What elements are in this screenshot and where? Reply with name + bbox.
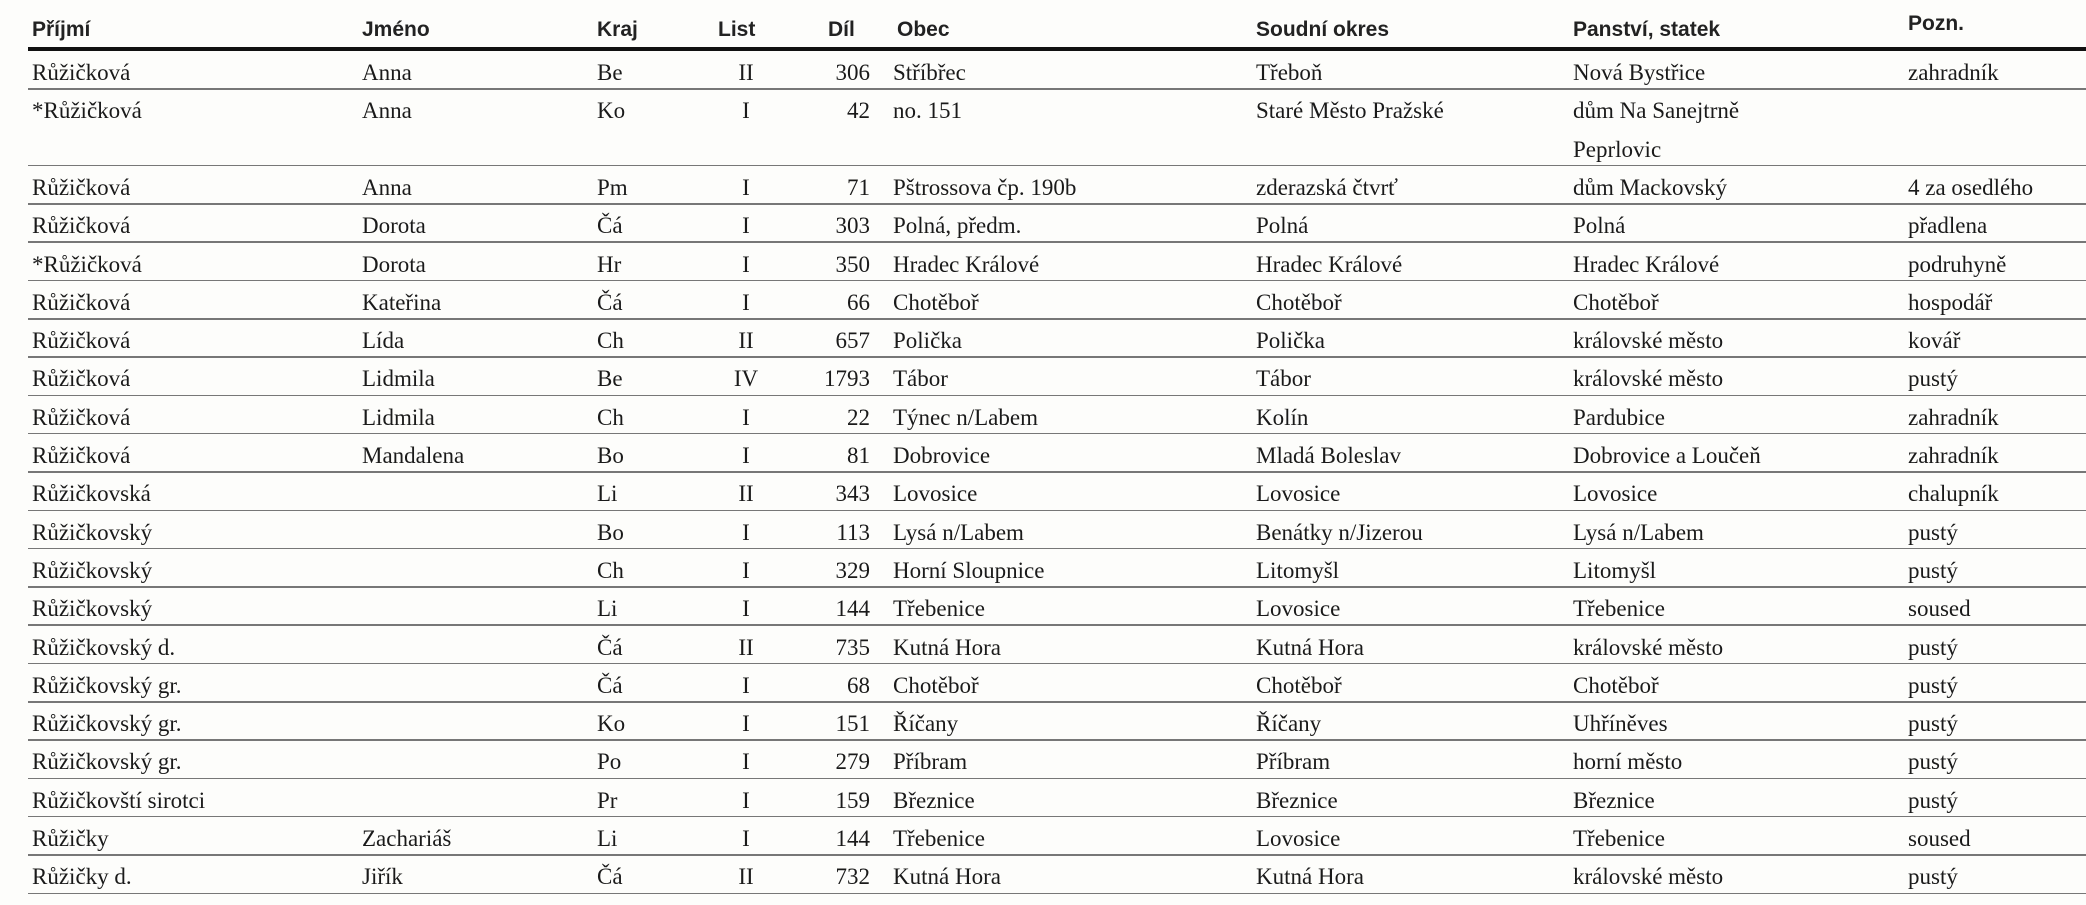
- header-kraj: Kraj: [597, 18, 638, 41]
- cell-list: I: [742, 174, 750, 200]
- cell-list: I: [742, 289, 750, 315]
- table-row: [0, 205, 2086, 243]
- cell-kraj: Li: [597, 596, 618, 622]
- cell-okres: Hradec Králové: [1256, 251, 1403, 277]
- cell-panstvi: Chotěboř: [1573, 289, 1659, 315]
- cell-pozn: podruhyně: [1908, 251, 2007, 277]
- cell-okres: Kutná Hora: [1256, 634, 1364, 660]
- cell-surname: Růžičková: [32, 60, 131, 85]
- cell-kraj: Pm: [597, 174, 628, 200]
- header-panstvi: Panství, statek: [1573, 18, 1721, 41]
- cell-name: Lidmila: [362, 404, 435, 430]
- cell-panstvi: Polná: [1573, 213, 1626, 239]
- cell-panstvi: horní město: [1573, 749, 1683, 775]
- cell-panstvi: dům Na Sanejtrně: [1573, 98, 1740, 124]
- cell-surname: Růžičková: [32, 366, 131, 392]
- cell-kraj: Bo: [597, 443, 624, 468]
- cell-list: I: [742, 213, 750, 239]
- cell-okres: Říčany: [1256, 711, 1322, 737]
- cell-kraj: Čá: [597, 213, 623, 239]
- cell-okres: Lovosice: [1256, 481, 1341, 507]
- cell-okres: Kolín: [1256, 404, 1309, 430]
- cell-name: Lída: [362, 328, 405, 354]
- cell-obec: Tábor: [893, 366, 948, 392]
- cell-okres: Polička: [1256, 328, 1325, 354]
- cell-name: Anna: [362, 174, 412, 200]
- cell-dil: 732: [835, 864, 870, 890]
- header-rule: [28, 47, 2086, 51]
- cell-list: I: [742, 404, 750, 430]
- cell-kraj: Be: [597, 60, 623, 85]
- cell-dil: 343: [835, 481, 870, 507]
- cell-panstvi: Lovosice: [1573, 481, 1658, 507]
- table-row: [0, 741, 2086, 779]
- cell-surname: *Růžičková: [32, 98, 142, 124]
- cell-pozn: chalupník: [1908, 481, 1999, 507]
- table-row: [0, 818, 2086, 856]
- table-row: [0, 52, 2086, 90]
- cell-kraj: Čá: [597, 634, 623, 660]
- cell-name: Dorota: [362, 251, 426, 277]
- cell-pozn: soused: [1908, 826, 1971, 851]
- cell-kraj: Ko: [597, 711, 626, 737]
- cell-list: I: [742, 787, 750, 813]
- cell-surname: Růžičkovský: [32, 519, 153, 545]
- cell-list: IV: [733, 366, 759, 392]
- cell-pozn: pustý: [1908, 519, 1958, 545]
- cell-pozn: hospodář: [1908, 289, 1993, 315]
- cell-name: Anna: [362, 98, 412, 124]
- cell-surname: Růžičková: [32, 174, 131, 200]
- cell-kraj: Ko: [597, 98, 626, 124]
- cell-okres: Staré Město Pražské: [1256, 98, 1444, 124]
- cell-dil: 279: [835, 749, 870, 775]
- cell-panstvi: Nová Bystřice: [1573, 60, 1706, 85]
- cell-dil: 144: [835, 596, 870, 622]
- cell-obec: Lysá n/Labem: [893, 519, 1024, 545]
- cell-pozn: pustý: [1908, 672, 1958, 698]
- cell-obec: Pštrossova čp. 190b: [893, 174, 1077, 200]
- cell-panstvi: Lysá n/Labem: [1573, 519, 1704, 545]
- cell-pozn: pustý: [1908, 787, 1958, 813]
- cell-panstvi: Březnice: [1573, 787, 1655, 813]
- cell-kraj: Čá: [597, 672, 623, 698]
- cell-kraj: Hr: [597, 251, 622, 277]
- cell-obec: Březnice: [893, 787, 975, 813]
- cell-okres: Kutná Hora: [1256, 864, 1364, 890]
- cell-list: II: [738, 328, 754, 354]
- cell-kraj: Bo: [597, 519, 624, 545]
- table-row: [0, 435, 2086, 473]
- cell-kraj: Li: [597, 826, 618, 851]
- cell-dil: 71: [847, 174, 870, 200]
- table-row: [0, 90, 2086, 128]
- table-row: [0, 167, 2086, 205]
- cell-list: I: [742, 826, 750, 851]
- cell-surname: Růžičkovský: [32, 557, 153, 583]
- cell-obec: Stříbřec: [893, 60, 966, 85]
- cell-name: Mandalena: [362, 443, 465, 468]
- cell-pozn: pustý: [1908, 366, 1958, 392]
- cell-obec: Týnec n/Labem: [893, 404, 1038, 430]
- table-row: [0, 550, 2086, 588]
- cell-pozn: pustý: [1908, 711, 1958, 737]
- cell-kraj: Be: [597, 366, 623, 392]
- cell-panstvi: Pardubice: [1573, 404, 1665, 430]
- cell-surname: Růžičková: [32, 328, 131, 354]
- cell-list: I: [742, 557, 750, 583]
- cell-panstvi: Třebenice: [1573, 826, 1665, 851]
- table-row: [0, 397, 2086, 435]
- cell-kraj: Čá: [597, 289, 623, 315]
- cell-dil: 81: [847, 443, 870, 468]
- cell-dil: 66: [847, 289, 870, 315]
- cell-surname: Růžičková: [32, 289, 131, 315]
- cell-obec: Polná, předm.: [893, 213, 1022, 239]
- cell-okres: Příbram: [1256, 749, 1331, 775]
- cell-dil: 151: [835, 711, 870, 737]
- cell-obec: Kutná Hora: [893, 864, 1001, 890]
- cell-list: I: [742, 98, 750, 124]
- cell-list: I: [742, 749, 750, 775]
- table-row: [0, 856, 2086, 894]
- cell-dil: 113: [836, 519, 870, 545]
- cell-surname: Růžičková: [32, 213, 131, 239]
- header-pozn: Pozn.: [1908, 12, 1964, 35]
- cell-pozn: přadlena: [1908, 213, 1988, 239]
- cell-okres: Benátky n/Jizerou: [1256, 519, 1423, 545]
- cell-pozn: zahradník: [1908, 404, 1999, 430]
- cell-panstvi: královské město: [1573, 366, 1724, 392]
- table-row: [0, 129, 2086, 167]
- cell-surname: Růžičkovští sirotci: [32, 787, 206, 813]
- cell-okres: Lovosice: [1256, 596, 1341, 622]
- cell-obec: Lovosice: [893, 481, 978, 507]
- cell-surname: Růžičková: [32, 404, 131, 430]
- cell-panstvi: dům Mackovský: [1573, 174, 1727, 200]
- cell-name: Jiřík: [362, 864, 403, 890]
- cell-pozn: 4 za osedlého: [1908, 174, 2034, 200]
- cell-list: I: [742, 596, 750, 622]
- cell-pozn: kovář: [1908, 328, 1961, 354]
- cell-okres: Tábor: [1256, 366, 1311, 392]
- header-obec: Obec: [897, 18, 950, 41]
- cell-okres: Litomyšl: [1256, 557, 1340, 583]
- cell-pozn: zahradník: [1908, 443, 1999, 468]
- cell-surname: Růžičky d.: [32, 864, 132, 890]
- cell-pozn: pustý: [1908, 749, 1958, 775]
- cell-panstvi: královské město: [1573, 864, 1724, 890]
- cell-surname: Růžičky: [32, 826, 109, 851]
- cell-list: I: [742, 711, 750, 737]
- cell-list: I: [742, 251, 750, 277]
- cell-surname: Růžičkovský gr.: [32, 711, 182, 737]
- table-row: [0, 320, 2086, 358]
- cell-obec: Kutná Hora: [893, 634, 1001, 660]
- cell-dil: 306: [835, 60, 870, 85]
- table-row: [0, 282, 2086, 320]
- table-row: [0, 244, 2086, 282]
- cell-dil: 22: [847, 404, 870, 430]
- table-row: [0, 665, 2086, 703]
- cell-surname: Růžičkovský: [32, 596, 153, 622]
- cell-surname: Růžičkovský gr.: [32, 749, 182, 775]
- cell-name: Anna: [362, 60, 412, 85]
- cell-dil: 735: [835, 634, 870, 660]
- cell-kraj: Li: [597, 481, 618, 507]
- cell-okres: Chotěboř: [1256, 289, 1342, 315]
- cell-name: Zachariáš: [362, 826, 452, 851]
- table-row: [0, 358, 2086, 396]
- table-row: [0, 588, 2086, 626]
- cell-dil: 42: [847, 98, 870, 124]
- cell-surname: Růžičkovská: [32, 481, 151, 507]
- table-row: [0, 512, 2086, 550]
- cell-okres: Třeboň: [1256, 60, 1323, 85]
- header-surname: Příjmí: [32, 18, 91, 41]
- table-row: [0, 703, 2086, 741]
- cell-obec: Chotěboř: [893, 289, 979, 315]
- cell-pozn: pustý: [1908, 634, 1958, 660]
- cell-obec: Třebenice: [893, 596, 985, 622]
- cell-obec: Dobrovice: [893, 443, 991, 468]
- cell-panstvi: Uhříněves: [1573, 711, 1668, 737]
- cell-name: Dorota: [362, 213, 426, 239]
- cell-obec: Polička: [893, 328, 962, 354]
- cell-okres: Březnice: [1256, 787, 1338, 813]
- cell-kraj: Po: [597, 749, 622, 775]
- cell-pozn: pustý: [1908, 864, 1958, 890]
- cell-obec: Třebenice: [893, 826, 985, 851]
- cell-kraj: Pr: [597, 787, 618, 813]
- cell-panstvi: Litomyšl: [1573, 557, 1657, 583]
- cell-dil: 144: [835, 826, 870, 851]
- cell-list: II: [738, 864, 754, 890]
- cell-okres: Lovosice: [1256, 826, 1341, 851]
- cell-dil: 657: [835, 328, 870, 354]
- cell-surname: *Růžičková: [32, 251, 142, 277]
- cell-panstvi: královské město: [1573, 328, 1724, 354]
- header-dil: Díl: [828, 18, 855, 41]
- cell-dil: 329: [835, 557, 870, 583]
- header-okres: Soudní okres: [1256, 18, 1390, 41]
- cell-dil: 159: [835, 787, 870, 813]
- cell-panstvi: Chotěboř: [1573, 672, 1659, 698]
- cell-okres: Mladá Boleslav: [1256, 443, 1401, 468]
- cell-dil: 303: [835, 213, 870, 239]
- cell-obec: Příbram: [893, 749, 968, 775]
- cell-okres: zderazská čtvrť: [1256, 174, 1398, 200]
- cell-panstvi: královské město: [1573, 634, 1724, 660]
- cell-dil: 1793: [824, 366, 870, 392]
- cell-list: II: [738, 481, 754, 507]
- cell-panstvi: Dobrovice a Loučeň: [1573, 443, 1761, 468]
- cell-okres: Chotěboř: [1256, 672, 1342, 698]
- cell-surname: Růžičkovský d.: [32, 634, 176, 660]
- cell-obec: Říčany: [893, 711, 959, 737]
- table-row: [0, 780, 2086, 818]
- row-rule: [28, 893, 2086, 895]
- cell-pozn: zahradník: [1908, 60, 1999, 85]
- cell-kraj: Čá: [597, 864, 623, 890]
- cell-name: Lidmila: [362, 366, 435, 392]
- cell-kraj: Ch: [597, 557, 624, 583]
- header-list: List: [718, 18, 756, 41]
- cell-obec: Chotěboř: [893, 672, 979, 698]
- table-row: [0, 473, 2086, 511]
- cell-pozn: soused: [1908, 596, 1971, 622]
- cell-panstvi: Hradec Králové: [1573, 251, 1720, 277]
- cell-panstvi: Peprlovic: [1573, 136, 1662, 162]
- cell-obec: Horní Sloupnice: [893, 557, 1045, 583]
- cell-name: Kateřina: [362, 289, 442, 315]
- cell-list: I: [742, 672, 750, 698]
- cell-pozn: pustý: [1908, 557, 1958, 583]
- header-name: Jméno: [362, 18, 430, 41]
- cell-okres: Polná: [1256, 213, 1309, 239]
- cell-dil: 68: [847, 672, 870, 698]
- cell-obec: no. 151: [893, 98, 962, 124]
- cell-kraj: Ch: [597, 328, 624, 354]
- table-row: [0, 627, 2086, 665]
- cell-list: II: [738, 60, 754, 85]
- cell-surname: Růžičková: [32, 443, 131, 468]
- cell-panstvi: Třebenice: [1573, 596, 1665, 622]
- cell-obec: Hradec Králové: [893, 251, 1040, 277]
- cell-list: I: [742, 519, 750, 545]
- cell-list: II: [738, 634, 754, 660]
- cell-kraj: Ch: [597, 404, 624, 430]
- cell-list: I: [742, 443, 750, 468]
- cell-surname: Růžičkovský gr.: [32, 672, 182, 698]
- cell-dil: 350: [835, 251, 870, 277]
